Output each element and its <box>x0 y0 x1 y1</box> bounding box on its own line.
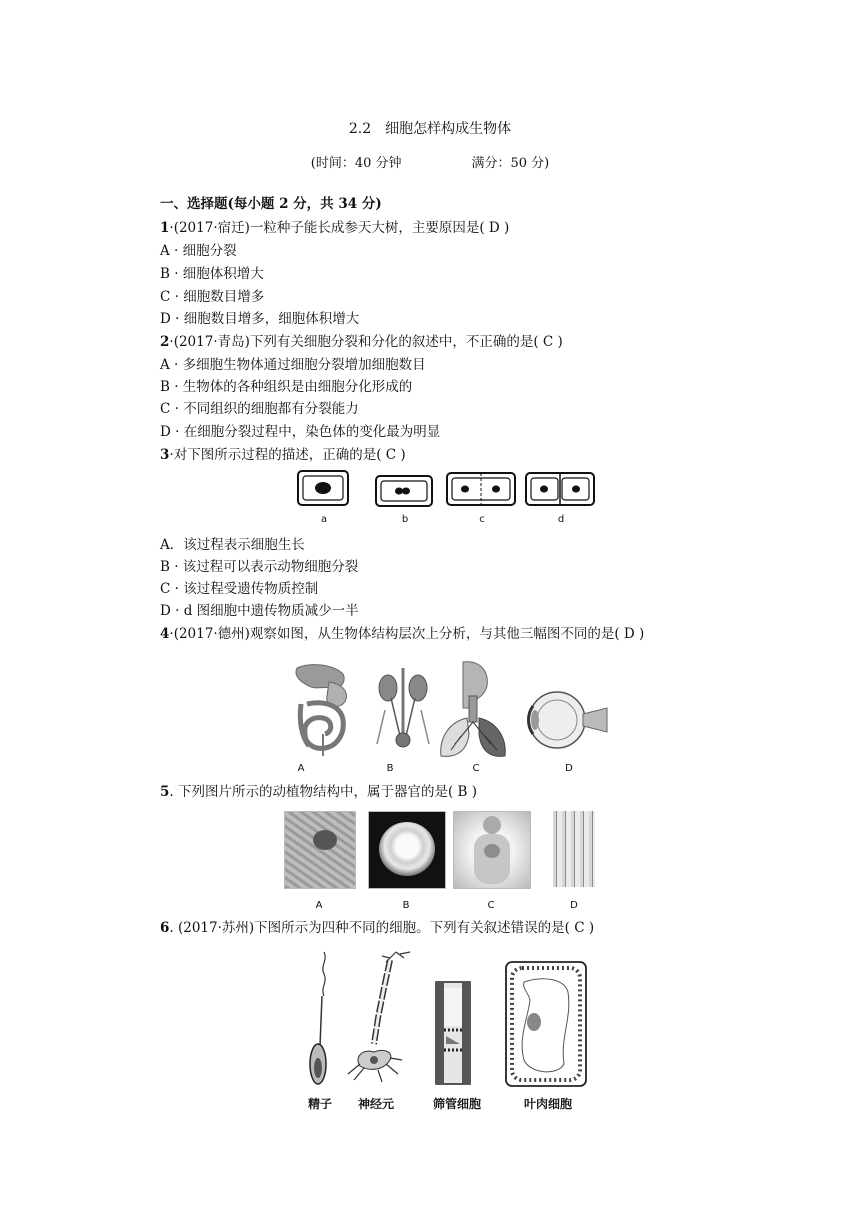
cell-d-diagram <box>526 473 594 505</box>
figure-label-D: D <box>565 763 573 774</box>
eye-illustration <box>529 692 608 748</box>
question-6-stem <box>160 919 594 937</box>
four-cells-figure <box>298 948 594 1092</box>
question-text: . 下列图片所示的动植物结构中，属于器官的是( B ) <box>169 784 478 800</box>
digestive-system-illustration <box>296 665 347 756</box>
question-text: ·(2017·青岛)下列有关细胞分裂和分化的叙述中，不正确的是( C ) <box>169 334 563 350</box>
cell-b-diagram <box>376 476 432 506</box>
figure-label-D: D <box>570 900 578 911</box>
question-5-stem <box>160 783 477 801</box>
option: B · 细胞体积增大 <box>160 266 264 282</box>
neuron-illustration <box>348 952 410 1082</box>
figure-label-c: c <box>479 514 485 525</box>
option: A · 多细胞生物体通过细胞分裂增加细胞数目 <box>160 357 426 373</box>
option: B · 生物体的各种组织是由细胞分化形成的 <box>160 379 413 395</box>
plant-tissue-photo-d <box>553 811 595 887</box>
figure-label-C: C <box>487 900 495 911</box>
human-body-photo-c <box>453 811 531 889</box>
figure-label-B: B <box>386 763 394 774</box>
flower-photo-b <box>368 811 446 889</box>
question-3-stem <box>160 446 406 464</box>
question-number: 3 <box>160 447 170 463</box>
cell-c-diagram <box>447 473 515 505</box>
option: C · 细胞数目增多 <box>160 289 265 305</box>
figure-label-b: b <box>401 514 409 525</box>
exam-info <box>0 152 860 171</box>
option: D · d 图细胞中遗传物质减少一半 <box>160 603 359 619</box>
full-score: 满分：50 分) <box>471 156 550 171</box>
question-1-stem <box>160 219 509 237</box>
figure-label-A: A <box>315 900 323 911</box>
figure-label-a: a <box>320 514 328 525</box>
question-text: ·(2017·德州)观察如图，从生物体结构层次上分析，与其他三幅图不同的是( D ) <box>169 626 645 642</box>
figure-label-d: d <box>557 514 565 525</box>
option: D · 在细胞分裂过程中，染色体的变化最为明显 <box>160 424 441 440</box>
title-text: 细胞怎样构成生物体 <box>385 121 512 137</box>
question-2-stem <box>160 333 563 351</box>
question-number: 6 <box>160 920 170 936</box>
figure-label-neuron: 神经元 <box>357 1097 394 1111</box>
organ-systems-figure <box>285 660 610 760</box>
page-title <box>0 118 860 138</box>
urinary-system-illustration <box>377 668 429 747</box>
question-4-stem <box>160 625 644 643</box>
question-number: 4 <box>160 626 170 642</box>
respiratory-system-illustration <box>441 662 506 757</box>
option: C · 不同组织的细胞都有分裂能力 <box>160 401 359 417</box>
sieve-tube-cell-illustration <box>436 982 470 1084</box>
question-text: ·(2017·宿迁)一粒种子能长成参天大树，主要原因是( D ) <box>169 220 510 236</box>
figure-label-sieve-tube: 筛管细胞 <box>432 1097 481 1111</box>
cell-a-diagram <box>298 471 348 505</box>
time-limit: (时间：40 分钟 <box>310 156 402 171</box>
question-number: 5 <box>160 784 170 800</box>
sperm-cell-illustration <box>310 952 326 1084</box>
question-number: 2 <box>160 334 170 350</box>
option: D · 细胞数目增多，细胞体积增大 <box>160 311 360 327</box>
option: A · 细胞分裂 <box>160 243 237 259</box>
section-number: 2.2 <box>348 121 372 137</box>
option: B · 该过程可以表示动物细胞分裂 <box>160 559 359 575</box>
mesophyll-cell-illustration <box>506 962 586 1086</box>
section-heading: 一、选择题(每小题 2 分，共 34 分) <box>160 196 382 212</box>
question-number: 1 <box>160 220 170 236</box>
figure-label-C: C <box>472 763 480 774</box>
question-text: ·对下图所示过程的描述，正确的是( C ) <box>169 447 406 463</box>
tissue-photo-a <box>284 811 356 889</box>
figure-label-B: B <box>402 900 410 911</box>
figure-label-mesophyll: 叶肉细胞 <box>523 1097 572 1111</box>
option: A．该过程表示细胞生长 <box>160 537 305 553</box>
figure-label-A: A <box>297 763 305 774</box>
option: C · 该过程受遗传物质控制 <box>160 581 319 597</box>
figure-label-sperm: 精子 <box>307 1097 332 1111</box>
question-text: . (2017·苏州)下图所示为四种不同的细胞。下列有关叙述错误的是( C ) <box>169 920 595 936</box>
